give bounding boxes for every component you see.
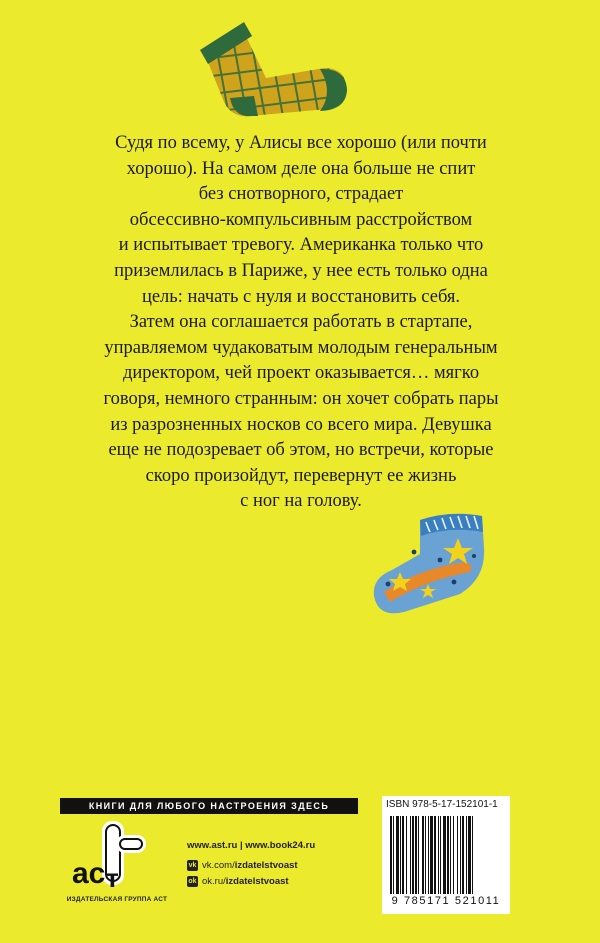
publisher-name: ИЗДАТЕЛЬСКАЯ ГРУППА АСТ [66,896,168,903]
blurb-line: цель: начать с нуля и восстановить себя. [141,286,461,307]
barcode-bar [466,816,467,894]
social-prefix: vk.com/ [202,860,235,871]
barcode-bar [460,816,461,894]
sock-illustration-stars [370,508,488,618]
vk-icon: vk [188,862,197,869]
blurb-line: с ног на голову. [240,491,362,512]
blurb-line: приземлилась в Париже, у нее есть только одна [114,260,488,281]
social-handle: izdatelstvoast [225,876,289,887]
barcode-bar [457,816,458,894]
barcode-digits: 9 785171 521011 [391,895,501,907]
barcode-bar [425,816,426,894]
barcode-bar [402,816,404,894]
barcode-bar [396,816,399,894]
social-prefix: ok.ru/ [202,876,226,887]
blurb-line: Затем она соглашается работать в стартапе, [129,312,473,333]
book-blurb [60,131,542,515]
blurb-line: Судя по всему, у Алисы все хорошо (или почти [115,133,487,153]
barcode-bar [472,816,473,894]
blurb-line: директором, чей проект оказывается… мягко [122,363,480,384]
barcode-bar [412,816,414,894]
barcode-bar [400,816,401,894]
barcode-bar [430,816,433,894]
social-link-ok[interactable] [187,876,289,887]
barcode-bar [468,816,471,894]
barcode-bar [393,816,394,894]
svg-text:ac: ac [72,857,106,890]
ast-logo [66,821,156,897]
barcode-bar [390,816,392,894]
barcode-bar [443,816,446,894]
blurb-line: без снотворного, страдает [198,184,404,205]
blurb-line: обсессивно-компульсивным расстройством [129,209,473,230]
barcode-bar [406,816,407,894]
barcode-bar [462,816,464,894]
barcode-bar [447,816,449,894]
social-handle: izdatelstvoast [234,860,298,871]
barcode-bar [418,816,419,894]
sock-illustration-plaid [196,12,356,122]
social-link-vk[interactable] [187,860,298,871]
svg-text:т: т [106,863,119,893]
blurb-line: скоро произойдут, перевернут ее жизнь [145,465,457,486]
barcode-bar [422,816,424,894]
blurb-line: из разрозненных носков со всего мира. Девушка [110,414,492,435]
barcode-bar [440,816,441,894]
blurb-line: говоря, немного странным: он хочет собрать пары [103,388,499,409]
blurb-line: управляемом чудаковатым молодым генеральным [104,337,498,358]
blurb-line: хорошо). На самом деле она больше не спит [126,158,476,179]
blurb-line: еще не подозревает об этом, но встречи, которые [108,440,494,461]
barcode-bar [438,816,439,894]
barcode-bar [415,816,417,894]
barcode-bar [453,816,454,894]
barcode [390,816,502,894]
publisher-websites: www.ast.ru | www.book24.ru [187,840,316,851]
barcode-bar [410,816,411,894]
barcode-bar [434,816,436,894]
barcode-bar [450,816,451,894]
slogan-banner: КНИГИ ДЛЯ ЛЮБОГО НАСТРОЕНИЯ ЗДЕСЬ [60,798,358,814]
ok-icon: ok [188,878,197,885]
barcode-bar [428,816,429,894]
blurb-line: и испытывает тревогу. Американка только что [118,235,484,256]
isbn-barcode-box [382,796,510,914]
isbn-label: ISBN 978-5-17-152101-1 [386,799,498,810]
